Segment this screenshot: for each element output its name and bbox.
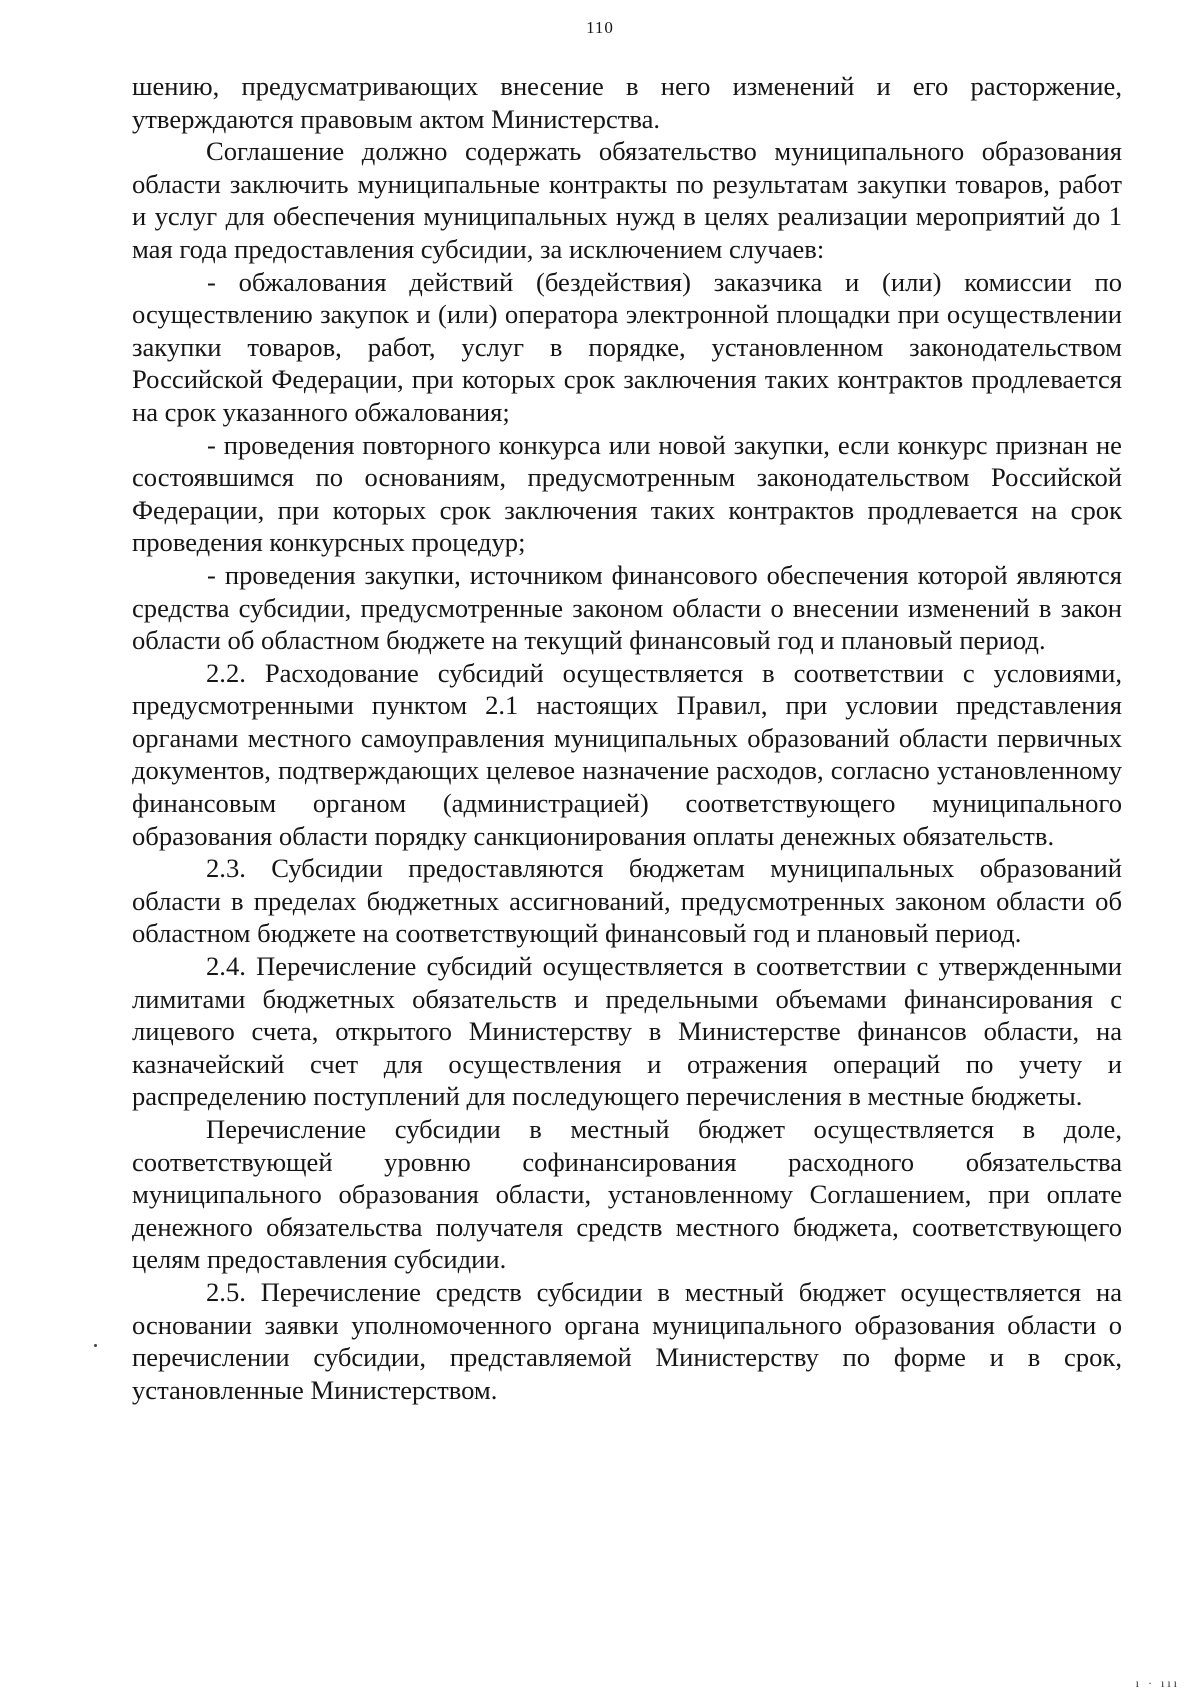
paragraph-2-4: 2.4. Перечисление субсидий осуществляется в соответствии с утвержденными лимитами бюджетных обязательств и предельными объемами финансирования с лицевого счета, открытого Министерству в Министерстве финансов области, на казначейский счет для осуществления и отражения операций по учету и распределению поступлений для последующего перечисления в местные бюджеты. <box>132 951 1122 1112</box>
paragraph-transfer-share: Перечисление субсидии в местный бюджет осуществляется в доле, соответствующей уровню софинансирования расходного обязательства муниципального образования области, установленному Соглашением, при оплате денежного обязательства получателя средств местного бюджета, соответствующего целям предоставления субсидии. <box>132 1114 1122 1275</box>
paragraph-agreement-obligation: Соглашение должно содержать обязательство муниципального образования области заключить муниципальные контракты по результатам закупки товаров, работ и услуг для обеспечения муниципальных нужд в целях реализации мероприятий до 1 мая года предоставления субсидии, за исключением случаев: <box>132 136 1122 264</box>
list-item-procurement: - проведения закупки, источником финансового обеспечения которой являются средства субсидии, предусмотренные законом области о внесении изменений в закон области об областном бюджете на текущий финансовый год и плановый период. <box>132 559 1122 656</box>
scan-artifact-marks: ı · ııı <box>1135 1676 1180 1690</box>
paragraph-2-2: 2.2. Расходование субсидий осуществляется в соответствии с условиями, предусмотренными пунктом 2.1 настоящих Правил, при условии представления органами местного самоуправления муниципальных образований области первичных документов, подтверждающих целевое назначение расходов, согласно установленному финансовым органом (администрацией) соответствующего муниципального образования области порядку санкционирования оплаты денежных обязательств. <box>132 657 1122 851</box>
paragraph-2-3: 2.3. Субсидии предоставляются бюджетам муниципальных образований области в пределах бюджетных ассигнований, предусмотренных законом области об областном бюджете на соответствующий финансовый год и плановый период. <box>132 853 1122 949</box>
page-number: 110 <box>586 18 614 37</box>
list-item-repeat-tender: - проведения повторного конкурса или новой закупки, если конкурс признан не состоявшимся по основаниям, предусмотренным законодательством Российской Федерации, при которых срок заключения таких контрактов продлевается на срок проведения конкурсных процедур; <box>132 429 1122 558</box>
scan-artifact-dot <box>94 1344 97 1347</box>
paragraph-continuation: шению, предусматривающих внесение в него изменений и его расторжение, утверждаются правовым актом Министерства. <box>132 71 1122 134</box>
document-body <box>132 70 1122 1406</box>
paragraph-2-5: 2.5. Перечисление средств субсидии в местный бюджет осуществляется на основании заявки уполномоченного органа муниципального образования области о перечислении субсидии, представляемой Министерству по форме и в срок, установленные Министерством. <box>132 1276 1122 1405</box>
list-item-appeal: - обжалования действий (бездействия) заказчика и (или) комиссии по осуществлению закупок и (или) оператора электронной площадки при осуществлении закупки товаров, работ, услуг в порядке, установленном законодательством Российской Федерации, при которых срок заключения таких контрактов продлевается на срок указанного обжалования; <box>132 266 1122 427</box>
